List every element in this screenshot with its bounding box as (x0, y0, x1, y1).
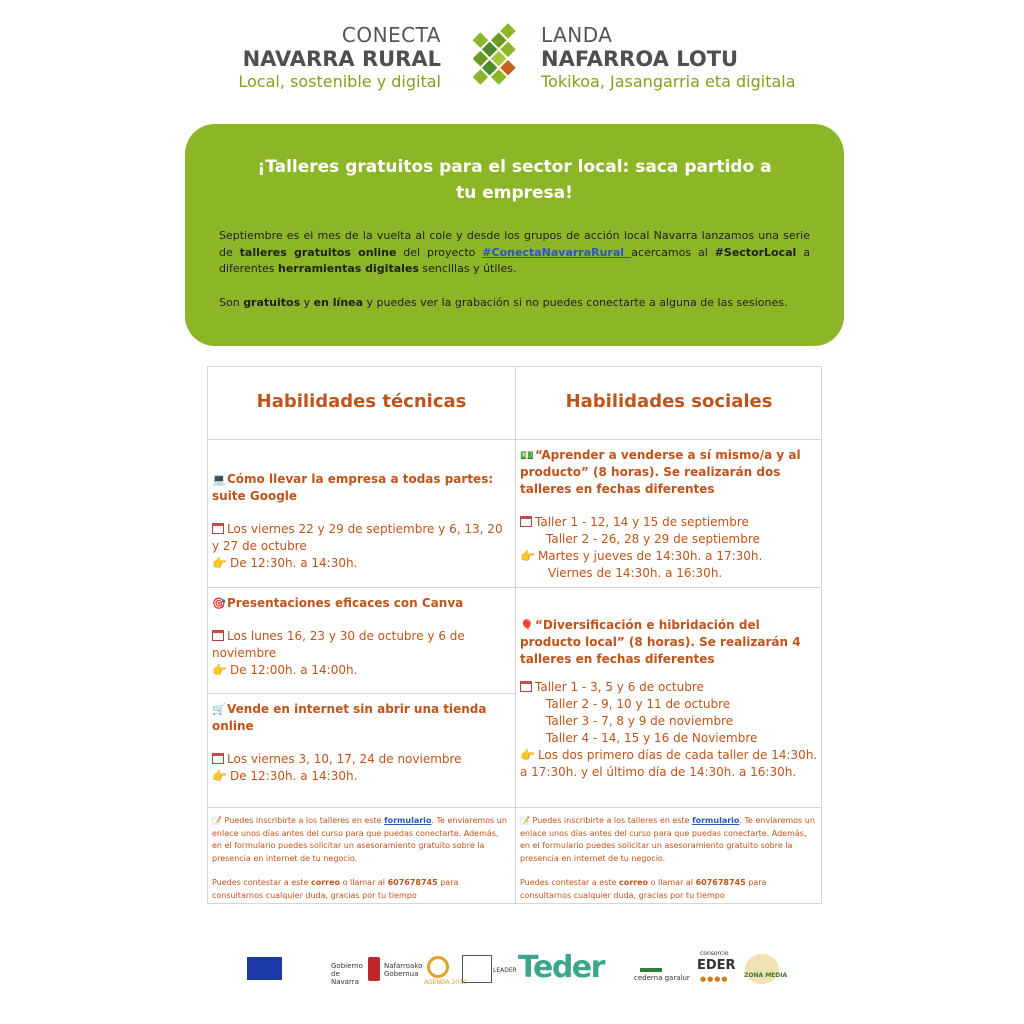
cederna-logo: cederna garalur (634, 974, 690, 982)
logo-line-landa: LANDA (541, 23, 613, 47)
workshop-session-2: Taller 2 - 26, 28 y 29 de septiembre (546, 532, 760, 546)
workshop-session-1: Taller 1 - 3, 5 y 6 de octubre (535, 680, 704, 694)
workshop-dates: Los viernes 22 y 29 de septiembre y 6, 13, 20 y 27 de octubre (212, 522, 503, 553)
intro-paragraph-1: Septiembre es el mes de la vuelta al cole y desde los grupos de acción local Navarra lanzamos una serie de talleres gratuitos online del proyecto #ConectaNavarraRural acercamos al #SectorLocal a diferentes herramientas digitales sencillas y útiles. (219, 229, 810, 275)
shopping-cart-icon: 🛒 (212, 703, 226, 716)
workshop-time-friday: Viernes de 14:30h. a 16:30h. (548, 566, 723, 580)
eder-dots-icon: ●●●● (700, 975, 729, 983)
agenda-2030-icon (427, 956, 449, 978)
zona-media-logo: ZONA MEDIA (744, 972, 788, 979)
workshop-title: “Aprender a venderse a sí mismo/a y al producto” (8 horas). Se realizarán dos talleres en fechas diferentes (520, 448, 801, 496)
memo-icon: 📝 (212, 816, 225, 825)
calendar-icon (520, 681, 532, 692)
registration-note-left: 📝 Puedes inscribirte a los talleres en este formulario. Te enviaremos un enlace unos días antes del curso para que puedas conectarte. Además, en el formulario puedes solicitar un asesoramiento gratuito sobre la presencia en internet de tu negocio. Puedes contestar a este correo o llamar al 607678745 para consultarnos cualquier duda, gracias por tu tiempo (212, 816, 507, 900)
calendar-icon (520, 516, 532, 527)
logo-line-nafarroa-lotu: NAFARROA LOTU (541, 47, 739, 71)
workshop-diversification (520, 617, 818, 781)
registration-note-right: 📝 Puedes inscribirte a los talleres en este formulario. Te enviaremos un enlace unos días antes del curso para que puedas conectarte. Además, en el formulario puedes solicitar un asesoramiento gratuito sobre la presencia en internet de tu negocio. Puedes contestar a este correo o llamar al 607678745 para consultarnos cualquier duda, gracias por tu tiempo (520, 816, 815, 900)
workshop-canva (212, 595, 510, 679)
eder-logo: EDER (697, 958, 736, 973)
agenda-2030-label: AGENDA 2030 (424, 979, 467, 986)
workshop-online-sales (212, 701, 510, 785)
logo-diamond-icon (455, 18, 527, 102)
cederna-mountain-icon (640, 956, 662, 972)
gobierno-navarra-logo: Gobierno de Navarra (331, 962, 363, 986)
workshop-title: Cómo llevar la empresa a todas partes: suite Google (212, 472, 494, 503)
intro-title: ¡Talleres gratuitos para el sector local: saca partido a tu empresa! (257, 157, 772, 203)
workshop-time: De 12:30h. a 14:30h. (229, 769, 358, 783)
eu-flag-icon (247, 957, 282, 980)
workshop-session-4: Taller 4 - 14, 15 y 16 de Noviembre (546, 731, 758, 745)
logo-tagline-es: Local, sostenible y digital (238, 72, 441, 91)
workshop-time: Los dos primero días de cada taller de 14:30h. a 17:30h. y el último día de 14:30h. a 16:30h. (520, 748, 818, 779)
pointing-hand-icon: 👉 (212, 556, 227, 570)
header-logo (0, 18, 1024, 108)
workshop-dates: Los lunes 16, 23 y 30 de octubre y 6 de noviembre (212, 629, 465, 660)
logo-line-conecta: CONECTA (341, 23, 441, 47)
workshop-self-selling (520, 447, 818, 582)
target-icon: 🎯 (212, 597, 226, 610)
navarra-shield-icon (368, 957, 380, 981)
workshop-session-2: Taller 2 - 9, 10 y 11 de octubre (546, 697, 731, 711)
consorcio-label: consorcio (700, 950, 729, 957)
workshop-time: De 12:00h. a 14:00h. (229, 663, 358, 677)
workshop-title: Presentaciones eficaces con Canva (227, 596, 464, 610)
workshop-title: “Diversificación e hibridación del producto local” (8 horas). Se realizarán 4 talleres en fechas diferentes (520, 618, 801, 666)
pointing-hand-icon: 👉 (520, 549, 535, 563)
row-divider (208, 693, 515, 694)
teder-logo: Teder (518, 950, 604, 985)
workshop-time: Martes y jueves de 14:30h. a 17:30h. (537, 549, 763, 563)
logo-tagline-eu: Tokikoa, Jasangarria eta digitala (541, 72, 796, 91)
row-divider (208, 587, 821, 588)
intro-paragraph-2: Son gratuitos y en línea y puedes ver la grabación si no puedes conectarte a alguna de las sesiones. (219, 295, 788, 309)
workshop-time: De 12:30h. a 14:30h. (229, 556, 358, 570)
memo-icon: 📝 (520, 816, 533, 825)
sponsor-logos (0, 950, 1024, 990)
pointing-hand-icon: 👉 (212, 769, 227, 783)
phone-number: 607678745 (695, 878, 746, 887)
leader-logo-icon (462, 955, 492, 983)
leader-label: LEADER (493, 967, 517, 974)
workshop-session-3: Taller 3 - 7, 8 y 9 de noviembre (546, 714, 734, 728)
money-icon: 💵 (520, 449, 534, 462)
workshop-google-suite (212, 471, 510, 572)
workshop-session-1: Taller 1 - 12, 14 y 15 de septiembre (535, 515, 749, 529)
form-link[interactable]: formulario (692, 816, 740, 825)
header-social-skills: Habilidades sociales (565, 391, 773, 412)
zona-media-icon (745, 954, 779, 984)
calendar-icon (212, 753, 224, 764)
pointing-hand-icon: 👉 (520, 748, 535, 762)
column-divider (515, 367, 516, 903)
calendar-icon (212, 630, 224, 641)
phone-number: 607678745 (387, 878, 438, 887)
logo-line-navarra-rural: NAVARRA RURAL (242, 47, 441, 71)
workshop-title: Vende en internet sin abrir una tienda online (212, 702, 487, 733)
row-divider (208, 807, 821, 808)
balloons-icon: 🎈 (520, 619, 534, 632)
hashtag-link[interactable]: #ConectaNavarraRural (482, 245, 632, 259)
logo-text-spanish (238, 24, 441, 93)
logo-text-basque (541, 24, 796, 93)
header-technical-skills: Habilidades técnicas (256, 391, 467, 412)
nafarroako-gobernua-logo: Nafarroako Gobernua (384, 962, 423, 978)
row-divider (208, 439, 821, 440)
intro-box (185, 124, 844, 346)
laptop-icon: 💻 (212, 473, 226, 486)
workshops-table (207, 366, 822, 904)
form-link[interactable]: formulario (384, 816, 432, 825)
calendar-icon (212, 523, 224, 534)
pointing-hand-icon: 👉 (212, 663, 227, 677)
workshop-dates: Los viernes 3, 10, 17, 24 de noviembre (227, 752, 462, 766)
